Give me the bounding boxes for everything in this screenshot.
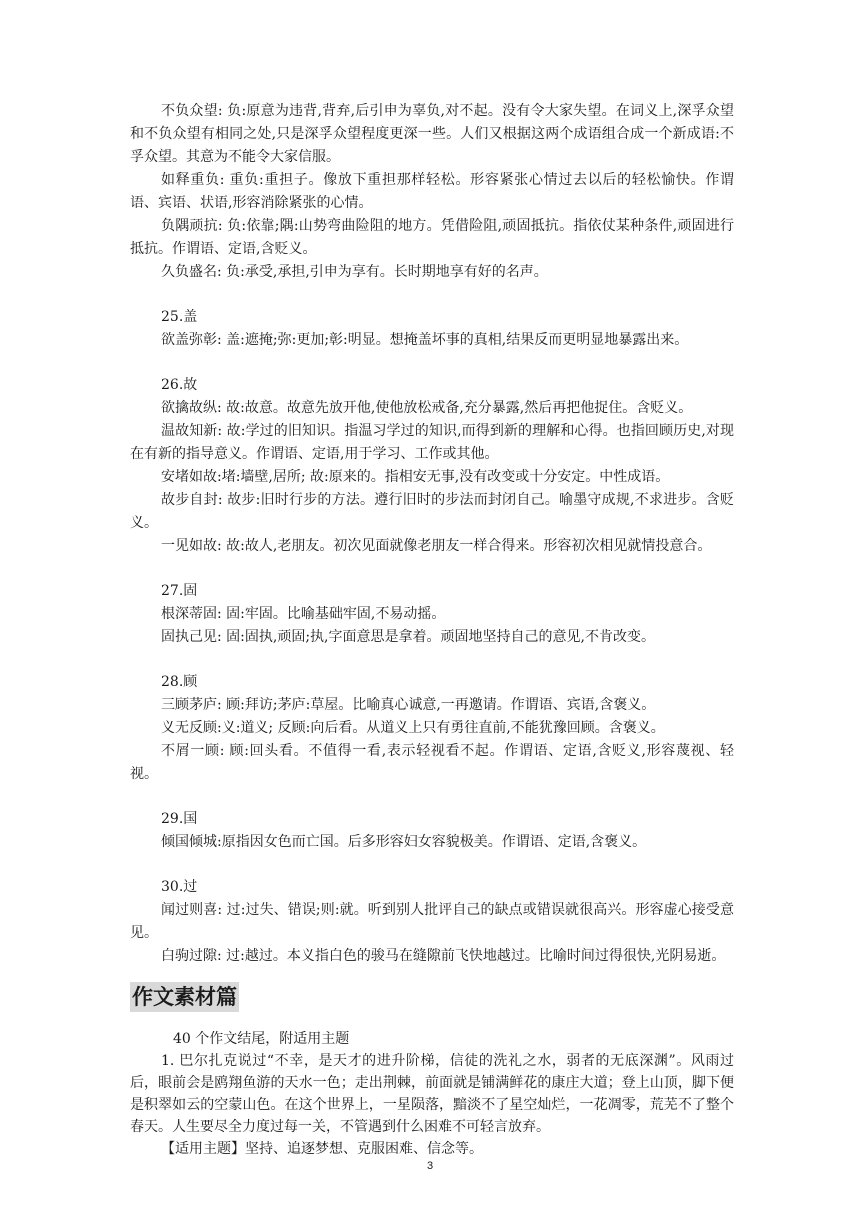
idiom-entry: 倾国倾城:原指因女色而亡国。后多形容妇女容貌极美。作谓语、定语,含褒义。: [161, 834, 647, 850]
essay-paragraph: 1. 巴尔扎克说过“不幸，是天才的进升阶梯，信徒的洗礼之水，弱者的无底深渊”。风雨过后，眼前会是鸥翔鱼游的天水一色；走出荆棘，前面就是铺满鲜花的康庄大道；登上山顶，脚下便是积翠如云的空蒙山色。在这个世界上，一星陨落，黯淡不了星空灿烂，一花凋零，荒芜不了整个春天。人生要尽全力度过每一关，不管遇到什么困难不可轻言放弃。: [130, 1053, 734, 1135]
idiom-entry: 义无反顾:义:道义; 反顾:向后看。从道义上只有勇往直前,不能犹豫回顾。含褒义。: [161, 720, 665, 736]
idiom-entry: 一见如故: 故:故人,老朋友。初次见面就像老朋友一样合得来。形容初次相见就情投意合。: [161, 538, 712, 554]
section-30: [130, 876, 734, 968]
idiom-entry: 三顾茅庐: 顾:拜访;茅庐:草屋。比喻真心诚意,一再邀请。作谓语、宾语,含褒义。: [161, 697, 656, 713]
section-heading: 30.过: [161, 879, 198, 895]
idiom-entry: 负隅顽抗: 负:依靠;隅:山势弯曲险阻的地方。凭借险阻,顽固抵抗。指依仗某种条件,顽固进行抵抗。作谓语、定语,含贬义。: [130, 218, 734, 257]
idiom-entry: 久负盛名: 负:承受,承担,引申为享有。长时期地享有好的名声。: [161, 264, 548, 280]
section-heading: 28.顾: [161, 674, 198, 690]
idiom-entry: 如释重负: 重负:重担子。像放下重担那样轻松。形容紧张心情过去以后的轻松愉快。作谓语、宾语、状语,形容消除紧张的心情。: [130, 172, 734, 211]
idiom-entry: 闻过则喜: 过:过失、错误;则:就。听到别人批评自己的缺点或错误就很高兴。形容虚心接受意见。: [130, 902, 734, 941]
idiom-entry: 欲擒故纵: 故:故意。故意先放开他,使他放松戒备,充分暴露,然后再把他捉住。含贬义。: [161, 400, 693, 416]
essay-material-block: [130, 1028, 734, 1160]
section-29: [130, 808, 734, 854]
idiom-entry: 故步自封: 故步:旧时行步的方法。遵行旧时的步法而封闭自己。喻墨守成规,不求进步。含贬义。: [130, 492, 734, 531]
section-25: [130, 306, 734, 352]
page-number: 3: [426, 1160, 434, 1172]
section-27: [130, 580, 734, 649]
idiom-entry: 固执己见: 固:固执,顽固;执,字面意思是拿着。顽固地坚持自己的意见,不肯改变。: [161, 629, 655, 645]
idiom-entry: 欲盖弥彰: 盖:遮掩;弥:更加;彰:明显。想掩盖坏事的真相,结果反而更明显地暴露出来。: [161, 332, 689, 348]
idiom-entry: 温故知新: 故:学过的旧知识。指温习学过的知识,而得到新的理解和心得。也指回顾历史,对现在有新的指导意义。作谓语、定语,用于学习、工作或其他。: [130, 423, 734, 462]
idiom-entry: 不屑一顾: 顾:回头看。不值得一看,表示轻视看不起。作谓语、定语,含贬义,形容蔑视、轻视。: [130, 743, 734, 782]
section-heading: 29.国: [161, 811, 198, 827]
section-heading: 26.故: [161, 377, 198, 393]
section-heading: 27.固: [161, 583, 198, 599]
idiom-group-fu: [130, 100, 734, 284]
section-28: [130, 671, 734, 786]
essay-intro: 40 个作文结尾，附适用主题: [173, 1031, 350, 1047]
page-content: [130, 100, 734, 1160]
section-title-highlighted: 作文素材篇: [130, 982, 239, 1012]
idiom-entry: 根深蒂固: 固:牢固。比喻基础牢固,不易动摇。: [161, 606, 446, 622]
idiom-entry: 安堵如故:堵:墙壁,居所; 故:原来的。指相安无事,没有改变或十分安定。中性成语。: [161, 469, 670, 485]
section-heading: 25.盖: [161, 309, 198, 325]
section-26: [130, 374, 734, 558]
idiom-entry: 不负众望: 负:原意为违背,背弃,后引申为辜负,对不起。没有令大家失望。在词义上,深孚众望和不负众望有相同之处,只是深孚众望程度更深一些。人们又根据这两个成语组合成一个新成语:不孚众望。其意为不能令大家信服。: [130, 103, 734, 165]
idiom-entry: 白驹过隙: 过:越过。本义指白色的骏马在缝隙前飞快地越过。比喻时间过得很快,光阴易逝。: [161, 948, 726, 964]
essay-theme: 【适用主题】坚持、追逐梦想、克服困难、信念等。: [161, 1141, 483, 1157]
